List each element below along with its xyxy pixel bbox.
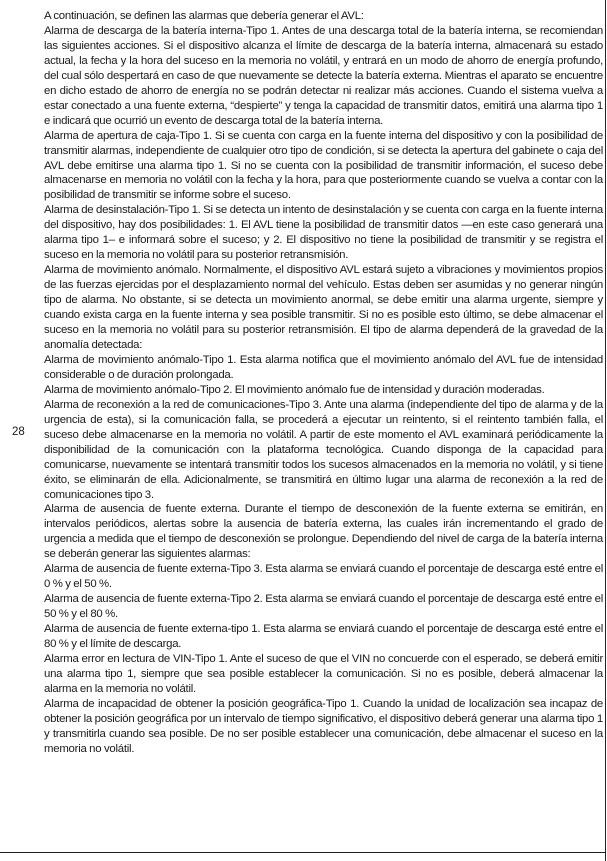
- paragraph-anomalous-movement: Alarma de movimiento anómalo. Normalmente, el dispositivo AVL estará sujeto a vibraciones y movimientos propios de las fuerzas ejercidas por el desplazamiento normal del vehículo. Estas deben ser asumidas y no generar ningún tipo de alarma. No obstante, si se detecta un movimiento anormal, se debe emitir una alarma urgente, siempre y cuando exista carga en la fuente interna y sea posible transmitir. Si no es posible esto último, se debe almacenar el suceso en la memoria no volátil para su posterior retransmisión. El tipo de alarma dependerá de la gravedad de la anomalía detectada:: [44, 264, 603, 351]
- paragraph-internal-battery-discharge: Alarma de descarga de la batería interna-Tipo 1. Antes de una descarga total de la batería interna, se recomiendan las siguientes acciones. Si el dispositivo alcanza el límite de descarga de la batería interna, almacenará su estado actual, la fecha y la hora del suceso en la memoria no volátil, y entrará en un modo de ahorro de energía profundo, del cual sólo despertará en caso de que nuevamente se detecte la batería externa. Mientras el aparato se encuentre en dicho estado de ahorro de energía no se podrán detectar ni realizar más acciones. Cuando el sistema vuelva a estar conectado a una fuente externa, “despierte” y tenga la capacidad de transmitir datos, emitirá una alarma tipo 1 e indicará que ocurrió un evento de descarga total de la batería interna.: [44, 24, 603, 127]
- document-body: [44, 9, 603, 757]
- paragraph-network-reconnection: Alarma de reconexión a la red de comunicaciones-Tipo 3. Ante una alarma (independiente del tipo de alarma y de la urgencia de esta), si la comunicación falla, se procederá a ejecutar un reintento, si el reintento también falla, el suceso debe almacenarse en la memoria no volátil. A partir de este momento el AVL examinará periódicamente la disponibilidad de la comunicación con la plataforma tecnológica. Cuando disponga de la capacidad para comunicarse, nuevamente se intentará transmitir todos los sucesos almacenados en la memoria no volátil, y si tiene éxito, se eliminarán de ella. Adicionalmente, se transmitirá en último lugar una alarma de reconexión a la red de comunicaciones tipo 3.: [44, 398, 603, 501]
- paragraph-geo-position-failure: Alarma de incapacidad de obtener la posición geográfica-Tipo 1. Cuando la unidad de localización sea incapaz de obtener la posición geográfica por un intervalo de tiempo significativo, el dispositivo deberá generar una alarma tipo 1 y transmitirla cuando sea posible. De no ser posible establecer una comunicación, debe almacenar el suceso en la memoria no volátil.: [44, 697, 603, 755]
- paragraph-external-source-absence: Alarma de ausencia de fuente externa. Durante el tiempo de desconexión de la fuente externa se emitirán, en intervalos periódicos, alertas sobre la ausencia de batería externa, las cuales irán incrementando el grado de urgencia a medida que el tiempo de desconexión se prolongue. Dependiendo del nivel de carga de la batería interna se deberán generar las siguientes alarmas:: [44, 503, 603, 561]
- paragraph-external-source-type-2: Alarma de ausencia de fuente externa-Tipo 2. Esta alarma se enviará cuando el porcentaje de descarga esté entre el 50 % y el 80 %.: [44, 593, 603, 621]
- bottom-rule: [0, 852, 606, 853]
- paragraph-vin-read-error: Alarma error en lectura de VIN-Tipo 1. Ante el suceso de que el VIN no concuerde con el esperado, se deberá emitir una alarma tipo 1, siempre que sea posible establecer la comunicación. Si no es posible, deberá almacenar la alarma en la memoria no volátil.: [44, 652, 603, 695]
- paragraph-uninstallation: Alarma de desinstalación-Tipo 1. Si se detecta un intento de desinstalación y se cuenta con carga en la fuente interna del dispositivo, hay dos posibilidades: 1. El AVL tiene la posibilidad de transmitir datos —en este caso generará una alarma tipo 1– e informará sobre el suceso; y 2. El dispositivo no tiene la posibilidad de transmitir y se registra el suceso en la memoria no volátil para su posterior retransmisión.: [44, 204, 603, 262]
- paragraph-anomalous-movement-type-1: Alarma de movimiento anómalo-Tipo 1. Esta alarma notifica que el movimiento anómalo del AVL fue de intensidad considerable o de duración prolongada.: [44, 353, 603, 381]
- intro-paragraph: A continuación, se definen las alarmas que debería generar el AVL:: [44, 10, 364, 22]
- paragraph-case-opening: Alarma de apertura de caja-Tipo 1. Si se cuenta con carga en la fuente interna del dispositivo y con la posibilidad de transmitir alarmas, independiente de cualquier otro tipo de condición, si se detecta la apertura del gabinete o caja del AVL debe emitirse una alarma tipo 1. Si no se cuenta con la posibilidad de transmitir información, el suceso debe almacenarse en memoria no volátil con la fecha y la hora, para que posteriormente cuando se vuelva a contar con la posibilidad de transmitir se informe sobre el suceso.: [44, 129, 603, 202]
- paragraph-external-source-type-3: Alarma de ausencia de fuente externa-Tipo 3. Esta alarma se enviará cuando el porcentaje de descarga esté entre el 0 % y el 50 %.: [44, 563, 603, 591]
- paragraph-external-source-type-1: Alarma de ausencia de fuente externa-tipo 1. Esta alarma se enviará cuando el porcentaje de descarga esté entre el 80 % y el límite de descarga.: [44, 623, 603, 651]
- page-number: 28: [12, 426, 25, 438]
- paragraph-anomalous-movement-type-2: Alarma de movimiento anómalo-Tipo 2. El movimiento anómalo fue de intensidad y duración moderadas.: [44, 383, 545, 396]
